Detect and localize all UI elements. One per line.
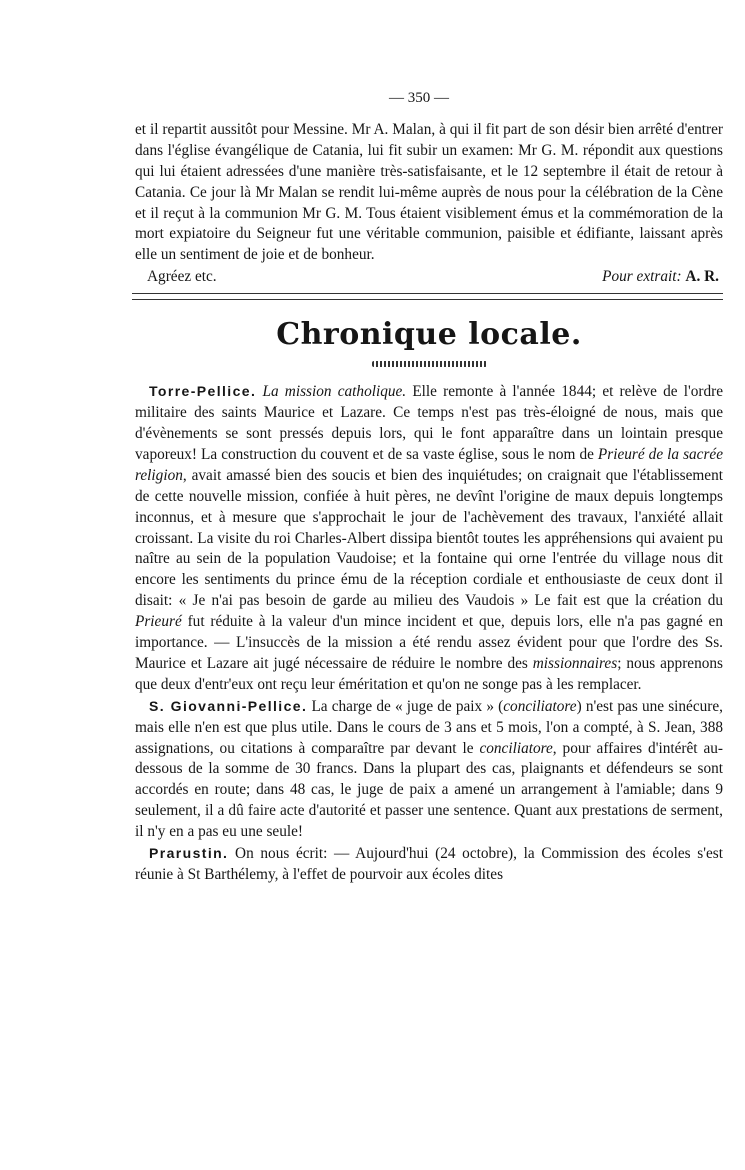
entry-text: , avait amassé bien des soucis et bien des inquiétudes; on craignait que l'établissement de cette nouvelle mission, confiée à huit pères, ne devînt l'origine de maux depuis longtemps inconnus, et à mesure que s'approchait le jour de l'achèvement des travaux, l'anxiété allait croissant. La visite du roi Charles-Albert dissipa bientôt toutes les appréhensions qui avaient pu naître au sein de la population Vaudoise; et la fontaine qui orne l'entrée du village nous dit encore les sentiments du prince ému de la réception cordiale et enthousiaste de ceux dont il disait: « Je n'ai pas besoin de garde au milieu des Vaudois » Le fait est que la création du bbox=[135, 466, 723, 610]
section-title: Chronique locale. bbox=[276, 317, 582, 353]
entry-place: Torre-Pellice. bbox=[149, 383, 257, 400]
entry-text: La charge de « juge de paix » ( bbox=[311, 697, 504, 715]
entry-italic: missionnaires bbox=[532, 654, 618, 672]
page-number: — 350 — bbox=[389, 90, 449, 106]
entry-italic: Prieuré bbox=[135, 613, 182, 631]
entry-text: ) n'est pas une sinécure, mais elle n'en est que plus utile. Dans le cours de 3 ans et 5 mois, l'on a compté, à S. Jean, 388 assignations, ou citations à comparaître par devant le bbox=[135, 697, 723, 757]
extract-attribution bbox=[602, 267, 719, 288]
title-ornament bbox=[372, 361, 487, 367]
entry-lead: La mission catholique. bbox=[262, 383, 407, 401]
entry-prarustin bbox=[135, 843, 723, 886]
entry-torre-pellice bbox=[135, 381, 723, 696]
entry-place: Prarustin. bbox=[149, 845, 229, 862]
extract-label: Pour extrait: bbox=[602, 268, 682, 286]
entry-text: ; nous apprenons que deux d'entr'eux ont reçu leur éméritation et qu'on ne songe pas à les remplacer. bbox=[135, 654, 723, 693]
entry-italic: conciliatore bbox=[479, 739, 553, 757]
letter-signoff bbox=[135, 267, 723, 288]
entry-italic: conciliatore bbox=[503, 697, 577, 715]
entry-text: Elle remonte à l'année 1844; et relève de l'ordre militaire des saints Maurice et Lazare. Ce temps n'est pas très-éloigné de nous, mais que d'évènements se sont pressés depuis lors, qui le font apparaître dans un lointain presque vaporeux! La construction du couvent et de sa vaste église, sous le nom de bbox=[135, 383, 723, 463]
closing-formula: Agréez etc. bbox=[147, 268, 217, 286]
entry-text: , pour affaires d'intérêt au-dessous de la somme de 30 francs. Dans la plupart des cas, plaignants et défendeurs se sont accordés en route; dans 48 cas, le juge de paix a amené un arrangement à l'amiable; dans 9 seulement, il a dû faire acte d'autorité et passer une sentence. Quant aux prestations de serment, il n'y en a pas eu une seule! bbox=[135, 739, 724, 841]
entry-text: On nous écrit: — Aujourd'hui (24 octobre), la Commission des écoles s'est réunie à St Barthélemy, à l'effet de pourvoir aux écoles dites bbox=[135, 845, 724, 883]
entry-italic: Prieuré de la sacrée religion bbox=[135, 445, 723, 484]
entry-text: fut réduite à la valeur d'un mince incident et que, depuis lors, elle n'a pas gagné en importance. — L'insuccès de la mission a été rendu assez évident pour que l'ordre des Ss. Maurice et Lazare ait jugé nécessaire de réduire le nombre des bbox=[135, 613, 723, 672]
section-divider bbox=[132, 293, 723, 300]
letter-conclusion: et il repartit aussitôt pour Messine. Mr A. Malan, à qui il fit part de son désir bien arrêté d'entrer dans l'église évangélique de Catania, lui fit subir un examen: Mr G. M. répondit aux questions qui lui étaient adressées d'une manière très-satisfaisante, et le 12 septembre il était de retour à Catania. Ce jour là Mr Malan se rendit lui-même auprès de nous pour la célébration de la Cène et il reçut à la communion Mr G. M. Tous étaient visiblement émus et la commémoration de la mort expiatoire du Seigneur fut une véritable communion, paisible et édifiante, laissant après elle un sentiment de joie et de bonheur. bbox=[135, 120, 723, 264]
entry-san-giovanni bbox=[135, 696, 723, 843]
extract-initials: A. R. bbox=[685, 268, 719, 286]
entry-place: S. Giovanni-Pellice. bbox=[149, 697, 308, 714]
